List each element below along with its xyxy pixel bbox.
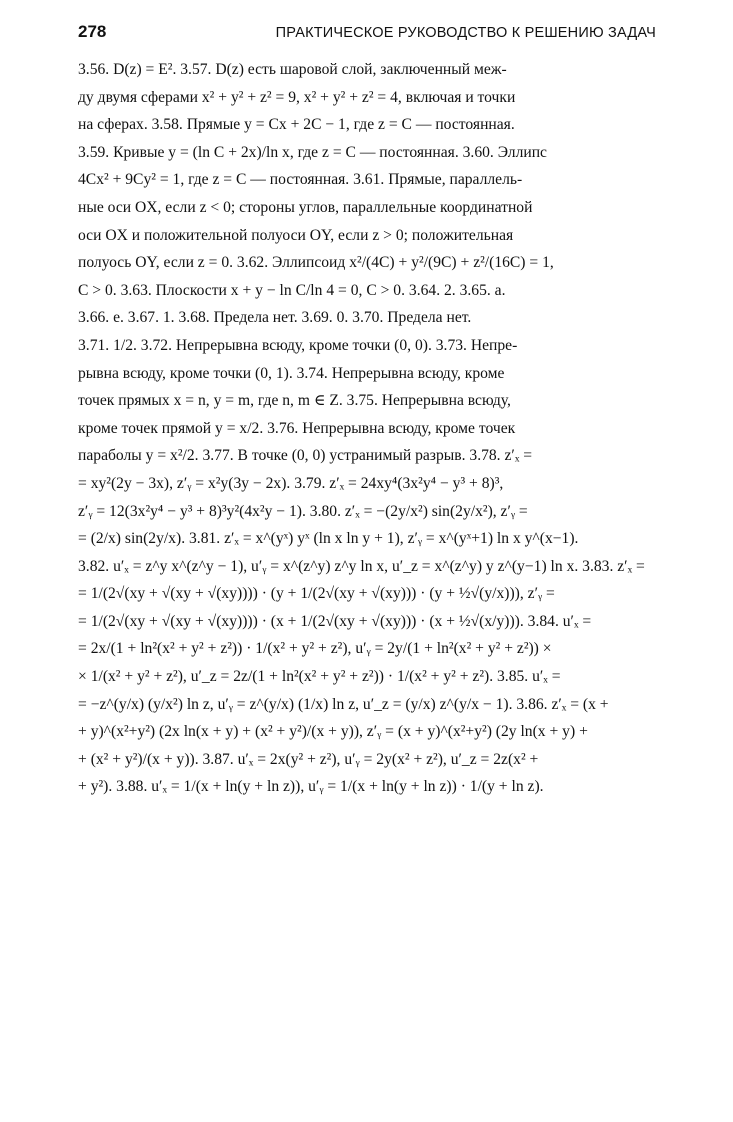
text-line: = −z^(y/x) (y/x²) ln z, u′ᵧ = z^(y/x) (1/x) ln z, u′_z = (y/x) z^(y/x − 1). 3.86. z′ₓ = (x +	[78, 695, 609, 713]
answers-text	[78, 56, 656, 801]
text-line: точек прямых x = n, y = m, где n, m ∈ Z. 3.75. Непрерывна всюду,	[78, 392, 511, 410]
text-line: 3.66. e. 3.67. 1. 3.68. Предела нет. 3.69. 0. 3.70. Предела нет.	[78, 309, 472, 327]
text-line: кроме точек прямой y = x/2. 3.76. Непрерывна всюду, кроме точек	[78, 419, 516, 437]
text-line: 3.82. u′ₓ = z^y x^(z^y − 1), u′ᵧ = x^(z^y) z^y ln x, u′_z = x^(z^y) y z^(y−1) ln x. 3.83. z′ₓ =	[78, 557, 645, 575]
running-header	[78, 22, 656, 56]
text-line: = 1/(2√(xy + √(xy + √(xy)))) · (y + 1/(2√(xy + √(xy))) · (y + ½√(y/x))), z′ᵧ =	[78, 585, 555, 603]
text-line: × 1/(x² + y² + z²), u′_z = 2z/(1 + ln²(x² + y² + z²)) · 1/(x² + y² + z²). 3.85. u′ₓ =	[78, 668, 561, 686]
text-line: ные оси OX, если z < 0; стороны углов, параллельные координатной	[78, 198, 533, 216]
text-line: = xy²(2y − 3x), z′ᵧ = x²y(3y − 2x). 3.79. z′ₓ = 24xy⁴(3x²y⁴ − y³ + 8)³,	[78, 474, 504, 492]
text-line: + y)^(x²+y²) (2x ln(x + y) + (x² + y²)/(x + y)), z′ᵧ = (x + y)^(x²+y²) (2y ln(x + y) +	[78, 723, 588, 741]
text-line: z′ᵧ = 12(3x²y⁴ − y³ + 8)³y²(4x²y − 1). 3.80. z′ₓ = −(2y/x²) sin(2y/x²), z′ᵧ =	[78, 502, 528, 520]
text-line: 3.56. D(z) = E². 3.57. D(z) есть шаровой слой, заключенный меж-	[78, 61, 507, 78]
text-line: + y²). 3.88. u′ₓ = 1/(x + ln(y + ln z)), u′ᵧ = 1/(x + ln(y + ln z)) · 1/(y + ln z).	[78, 778, 544, 796]
text-line: + (x² + y²)/(x + y)). 3.87. u′ₓ = 2x(y² + z²), u′ᵧ = 2y(x² + z²), u′_z = 2z(x² +	[78, 750, 539, 768]
text-line: = 1/(2√(xy + √(xy + √(xy)))) · (x + 1/(2√(xy + √(xy))) · (x + ½√(x/y))). 3.84. u′ₓ =	[78, 612, 592, 630]
text-line: 3.71. 1/2. 3.72. Непрерывна всюду, кроме точки (0, 0). 3.73. Непре-	[78, 336, 518, 354]
text-line: C > 0. 3.63. Плоскости x + y − ln C/ln 4 = 0, C > 0. 3.64. 2. 3.65. a.	[78, 281, 506, 299]
text-line: 3.59. Кривые y = (ln C + 2x)/ln x, где z = C — постоянная. 3.60. Эллипс	[78, 143, 547, 161]
text-line: рывна всюду, кроме точки (0, 1). 3.74. Непрерывна всюду, кроме	[78, 364, 505, 382]
text-line: на сферах. 3.58. Прямые y = Cx + 2C − 1, где z = C — постоянная.	[78, 116, 515, 134]
page-number: 278	[78, 22, 107, 41]
text-line: ду двумя сферами x² + y² + z² = 9, x² + y² + z² = 4, включая и точки	[78, 88, 516, 106]
text-line: 4Cx² + 9Cy² = 1, где z = C — постоянная. 3.61. Прямые, параллель-	[78, 171, 523, 189]
text-line: полуось OY, если z = 0. 3.62. Эллипсоид x²/(4C) + y²/(9C) + z²/(16C) = 1,	[78, 254, 554, 272]
text-line: оси OX и положительной полуоси OY, если z > 0; положительная	[78, 226, 514, 244]
book-page	[78, 22, 656, 801]
text-line: = 2x/(1 + ln²(x² + y² + z²)) · 1/(x² + y² + z²), u′ᵧ = 2y/(1 + ln²(x² + y² + z²)) ×	[78, 640, 552, 658]
running-title: ПРАКТИЧЕСКОЕ РУКОВОДСТВО К РЕШЕНИЮ ЗАДАЧ	[275, 25, 656, 41]
text-line: параболы y = x²/2. 3.77. В точке (0, 0) устранимый разрыв. 3.78. z′ₓ =	[78, 447, 533, 465]
text-line: = (2/x) sin(2y/x). 3.81. z′ₓ = x^(yˣ) yˣ (ln x ln y + 1), z′ᵧ = x^(yˣ+1) ln x y^(x−1).	[78, 530, 579, 548]
